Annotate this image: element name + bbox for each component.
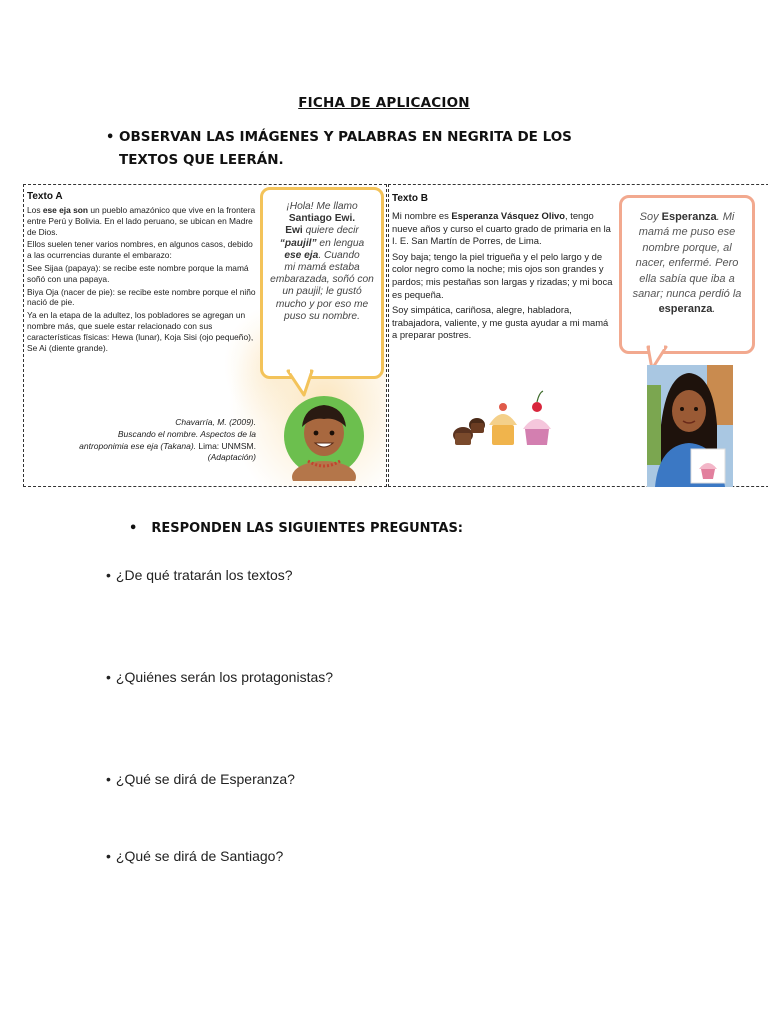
question-text: ¿De qué tratarán los textos? <box>115 567 293 583</box>
section-bullet: • <box>129 521 138 536</box>
question-text: ¿Qué se dirá de Esperanza? <box>115 771 295 787</box>
texto-a-p1-end: un pueblo amazónico que vive en la frontera entre Perú y Bolivia. En el lado peruano, se ubican en Madre de Dios. <box>27 205 256 237</box>
bubble-a-line-1: ¡Hola! Me llamo <box>286 201 358 212</box>
bubble-a-line-3: quiere decir <box>302 225 359 237</box>
citation-line-3b: Lima: UNMSM. <box>198 440 256 451</box>
question-bullet: • <box>106 771 111 787</box>
citation-line-3a: antroponimia ese eja (Takana). <box>79 440 199 451</box>
citation-line-1: Chavarría, M. (2009). <box>175 417 256 427</box>
esperanza-speech-text <box>622 210 752 318</box>
instruction-bullet: • <box>106 130 115 145</box>
citation-line-2: Buscando el nombre. Aspectos de la <box>117 428 256 439</box>
texto-a-p4: Biya Oja (nacer de pie): se recibe este nombre porque el niño nació de pie. <box>27 286 256 308</box>
texto-b-box <box>388 184 768 487</box>
santiago-speech-bubble <box>260 187 384 379</box>
texto-b-p1-end: , tengo nueve años y curso el cuarto grado de primaria en la I. E. San Martín de Porres, de Lima. <box>392 210 611 247</box>
cupcakes-illustration <box>447 385 567 455</box>
texto-a-p1-start: Los <box>27 205 43 215</box>
texto-a-box <box>23 184 387 487</box>
instruction <box>106 126 626 172</box>
girl-illustration <box>647 365 733 487</box>
bubble-a-rest: mi mamá estaba embarazada, soñó con un paujil; le gustó mucho y por eso me puso su nombre. <box>270 262 374 322</box>
reading-panel <box>23 184 768 487</box>
texto-b-p1-start: Mi nombre es <box>392 210 452 221</box>
texto-a-p5: Ya en la etapa de la adultez, los pobladores se agregan un nombre más, que suele estar relacionado con sus características físicas: Hewa (lunar), Koja Sisi (ojo pequeño), Se Ai (diente grande). <box>27 310 254 353</box>
question-4 <box>106 848 283 864</box>
santiago-speech-text <box>263 201 381 323</box>
texto-b-body <box>392 210 616 345</box>
question-2 <box>106 669 333 685</box>
texto-a-heading: Texto A <box>27 191 63 202</box>
texto-b-p3: Soy simpática, cariñosa, alegre, habladora, trabajadora, valiente, y me gusta ayudar a mi mamá a preparar postres. <box>392 304 609 341</box>
boy-illustration <box>284 391 364 481</box>
bubble-a-line-5: . Cuando <box>318 249 360 261</box>
bubble-a-ewi: Ewi <box>285 225 303 237</box>
texto-a-p3: See Sijaa (papaya): se recibe este nombre porque la mamá soñó con una papaya. <box>27 262 249 284</box>
section-text: RESPONDEN LAS SIGUIENTES PREGUNTAS: <box>151 521 464 536</box>
bubble-a-ese-eja: ese eja <box>284 249 319 261</box>
bubble-a-name: Santiago Ewi. <box>288 213 356 225</box>
question-text: ¿Qué se dirá de Santiago? <box>115 848 284 864</box>
question-bullet: • <box>106 669 111 685</box>
page-title: FICHA DE APLICACION <box>298 95 470 111</box>
texto-a-p1-bold: ese eja son <box>42 205 89 215</box>
citation-line-4: (Adaptación) <box>207 452 256 463</box>
texto-b-p1-bold: Esperanza Vásquez Olivo <box>451 210 565 221</box>
bubble-b-name: Esperanza <box>661 211 717 223</box>
question-text: ¿Quiénes serán los protagonistas? <box>115 669 334 685</box>
texto-a-body <box>27 205 259 355</box>
question-bullet: • <box>106 567 111 583</box>
texto-a-citation <box>79 417 256 464</box>
bubble-b-word: esperanza <box>658 303 713 316</box>
bubble-a-word: “paujil” <box>279 237 317 249</box>
bubble-b-end: . <box>712 303 716 316</box>
question-bullet: • <box>106 848 111 864</box>
texto-b-p2: Soy baja; tengo la piel trigueña y el pelo largo y de color negro como la noche; mis ojos son grandes y pardos; mis pestañas son largas y rizadas; y mi boca es pequeña. <box>392 250 613 300</box>
bubble-b-start: Soy <box>639 211 662 223</box>
bubble-a-line-4: en lengua <box>316 237 365 249</box>
texto-b-heading: Texto B <box>392 193 428 204</box>
texto-a-p2: Ellos suelen tener varios nombres, en algunos casos, debido a las ocurrencias durante el embarazo: <box>27 239 253 261</box>
bubble-b-middle: . Mi mamá me puso ese nombre porque, al nacer, enfermé. Pero ella sabía que iba a sanar; nunca perdió la <box>632 211 742 301</box>
question-1 <box>106 567 293 583</box>
instruction-text: OBSERVAN LAS IMÁGENES Y PALABRAS EN NEGRITA DE LOS TEXTOS QUE LEERÁN. <box>119 129 572 168</box>
question-3 <box>106 771 295 787</box>
section-heading <box>129 521 463 536</box>
esperanza-speech-bubble <box>619 195 755 354</box>
